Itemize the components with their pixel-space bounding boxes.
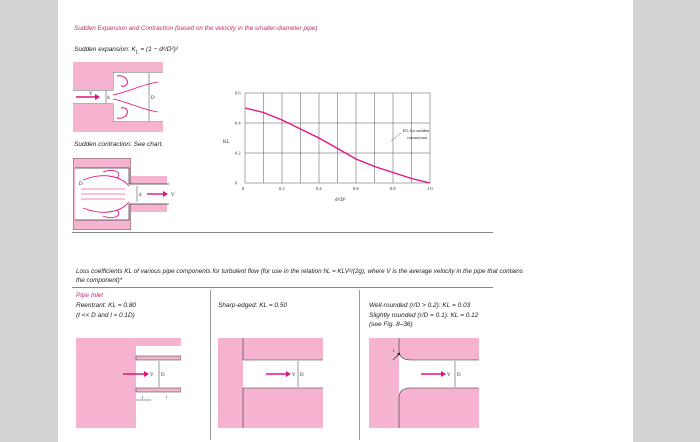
expansion-formula: = (1 − d²/D²)²: [140, 46, 178, 53]
y-tick-label: 0.2: [235, 150, 241, 156]
reentrant-length-label: l: [142, 395, 144, 400]
large-diameter-label: D: [151, 96, 155, 101]
well-rounded-text: Well-rounded (r/D > 0.2): KL = 0.03: [369, 302, 471, 309]
rounded-diameter: D: [457, 373, 461, 378]
rounded-velocity: V: [447, 373, 451, 378]
pipe-inlet-title: Pipe Inlet: [76, 292, 104, 299]
see-figure-text: (see Fig. 8–36): [369, 321, 413, 328]
sharp-velocity: V: [292, 373, 296, 378]
x-tick-labels: [242, 186, 433, 191]
contraction-chart: [223, 85, 453, 205]
radius-label: r: [393, 349, 395, 354]
x-tick-label: 0.6: [353, 186, 359, 191]
contraction-label: Sudden contraction: See chart.: [74, 141, 164, 148]
reentrant-inlet-diagram: [76, 338, 181, 428]
contraction-small-diameter: d: [139, 193, 142, 198]
sharp-edged-inlet-diagram: [218, 338, 323, 428]
table-rule: [72, 287, 493, 288]
y-axis-label: KL: [223, 140, 230, 145]
contraction-large-diameter: D: [79, 182, 83, 187]
annotation-line1: KL for sudden: [403, 128, 430, 133]
contraction-velocity-label: V: [171, 193, 175, 198]
chart-grid: [245, 93, 430, 183]
x-tick-label: 1.0: [427, 186, 433, 191]
small-diameter-label: d: [107, 96, 110, 101]
textbook-page: [58, 0, 633, 442]
y-tick-label: 0.4: [235, 120, 241, 126]
reentrant-velocity: V: [150, 373, 154, 378]
x-tick-label: 0.8: [390, 186, 396, 191]
y-tick-labels: [235, 91, 241, 186]
x-tick-label: 0.2: [279, 186, 285, 191]
sudden-contraction-diagram: [73, 158, 183, 230]
x-axis-label: d²/D²: [335, 198, 346, 203]
reentrant-thickness-label: t: [166, 394, 168, 399]
sharp-edged-text: Sharp-edged: KL = 0.50: [218, 302, 288, 309]
section-divider-top: [72, 232, 493, 233]
section-title: Sudden Expansion and Contraction (based on the velocity in the smaller-diameter pipe): [74, 25, 318, 32]
sharp-diameter: D: [300, 373, 304, 378]
reentrant-diameter: D: [161, 373, 165, 378]
y-tick-label: 0.6: [235, 90, 241, 96]
reentrant-text: Reentrant: KL = 0.80: [76, 302, 137, 309]
y-tick-label: 0: [235, 180, 238, 186]
column-divider-2: [359, 290, 360, 440]
slightly-rounded-text: Slightly rounded (r/D = 0.1): KL = 0.12: [369, 312, 479, 319]
annotation-leader: [391, 133, 401, 141]
reentrant-condition: (t << D and l ≈ 0.1D): [76, 312, 135, 319]
sudden-expansion-diagram: [73, 62, 163, 132]
velocity-label: V: [89, 92, 93, 97]
annotation-line2: contraction: [407, 135, 428, 140]
column-divider-1: [210, 290, 211, 440]
expansion-label: Sudden expansion: $K_L = (1 - d^2/D^2)^2$: [74, 46, 178, 56]
rounded-inlet-diagram: [369, 338, 479, 428]
loss-coefficient-note: Loss coefficients KL of various pipe components for turbulent flow (for use in the relation hL = KLV²/(2g), where V is the average velocity in the pipe that contains the component)*: [76, 268, 523, 284]
x-tick-label: 0.4: [316, 186, 322, 191]
x-tick-label: 0: [242, 186, 245, 191]
